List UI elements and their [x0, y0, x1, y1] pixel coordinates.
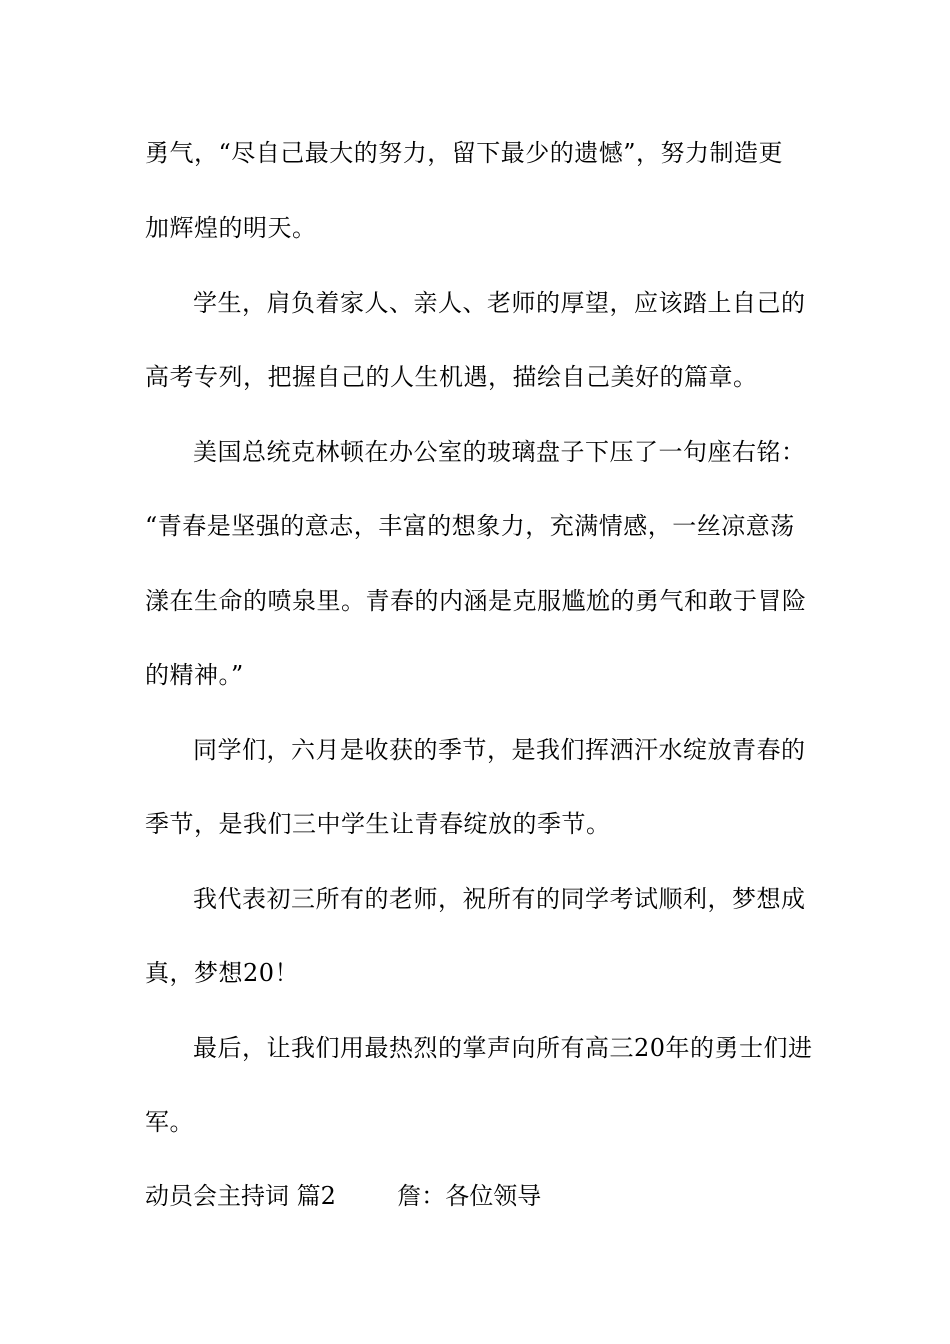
paragraph-line: 的精神。” [145, 661, 244, 689]
paragraph-line: 加辉煌的明天。 [145, 214, 317, 242]
paragraph-line: 我代表初三所有的老师，祝所有的同学考试顺利，梦想成 [193, 885, 806, 913]
paragraph-line: 军。 [145, 1108, 194, 1136]
paragraph-line: 学生，肩负着家人、亲人、老师的厚望，应该踏上自己的 [193, 289, 806, 317]
paragraph-line: 最后，让我们用最热烈的掌声向所有高三20年的勇士们进 [193, 1034, 813, 1062]
paragraph-line: 美国总统克林顿在办公室的玻璃盘子下压了一句座右铭： [193, 438, 806, 466]
paragraph-line: 真，梦想20！ [145, 959, 300, 987]
paragraph-line: 季节，是我们三中学生让青春绽放的季节。 [145, 810, 611, 838]
speaker-line: 詹：各位领导 [397, 1182, 542, 1210]
paragraph-line: “青春是坚强的意志，丰富的想象力，充满情感，一丝凉意荡 [145, 512, 795, 540]
paragraph-line: 漾在生命的喷泉里。青春的内涵是克服尴尬的勇气和敢于冒险 [145, 587, 807, 615]
paragraph-line: 勇气，“尽自己最大的努力，留下最少的遗憾”，努力制造更 [145, 139, 784, 167]
section-heading [145, 1181, 541, 1211]
section-title: 动员会主持词 [145, 1182, 289, 1210]
paragraph-line: 高考专列，把握自己的人生机遇，描绘自己美好的篇章。 [145, 363, 758, 391]
paragraph-line: 同学们，六月是收获的季节，是我们挥洒汗水绽放青春的 [193, 736, 806, 764]
section-number: 篇2 [296, 1182, 336, 1210]
